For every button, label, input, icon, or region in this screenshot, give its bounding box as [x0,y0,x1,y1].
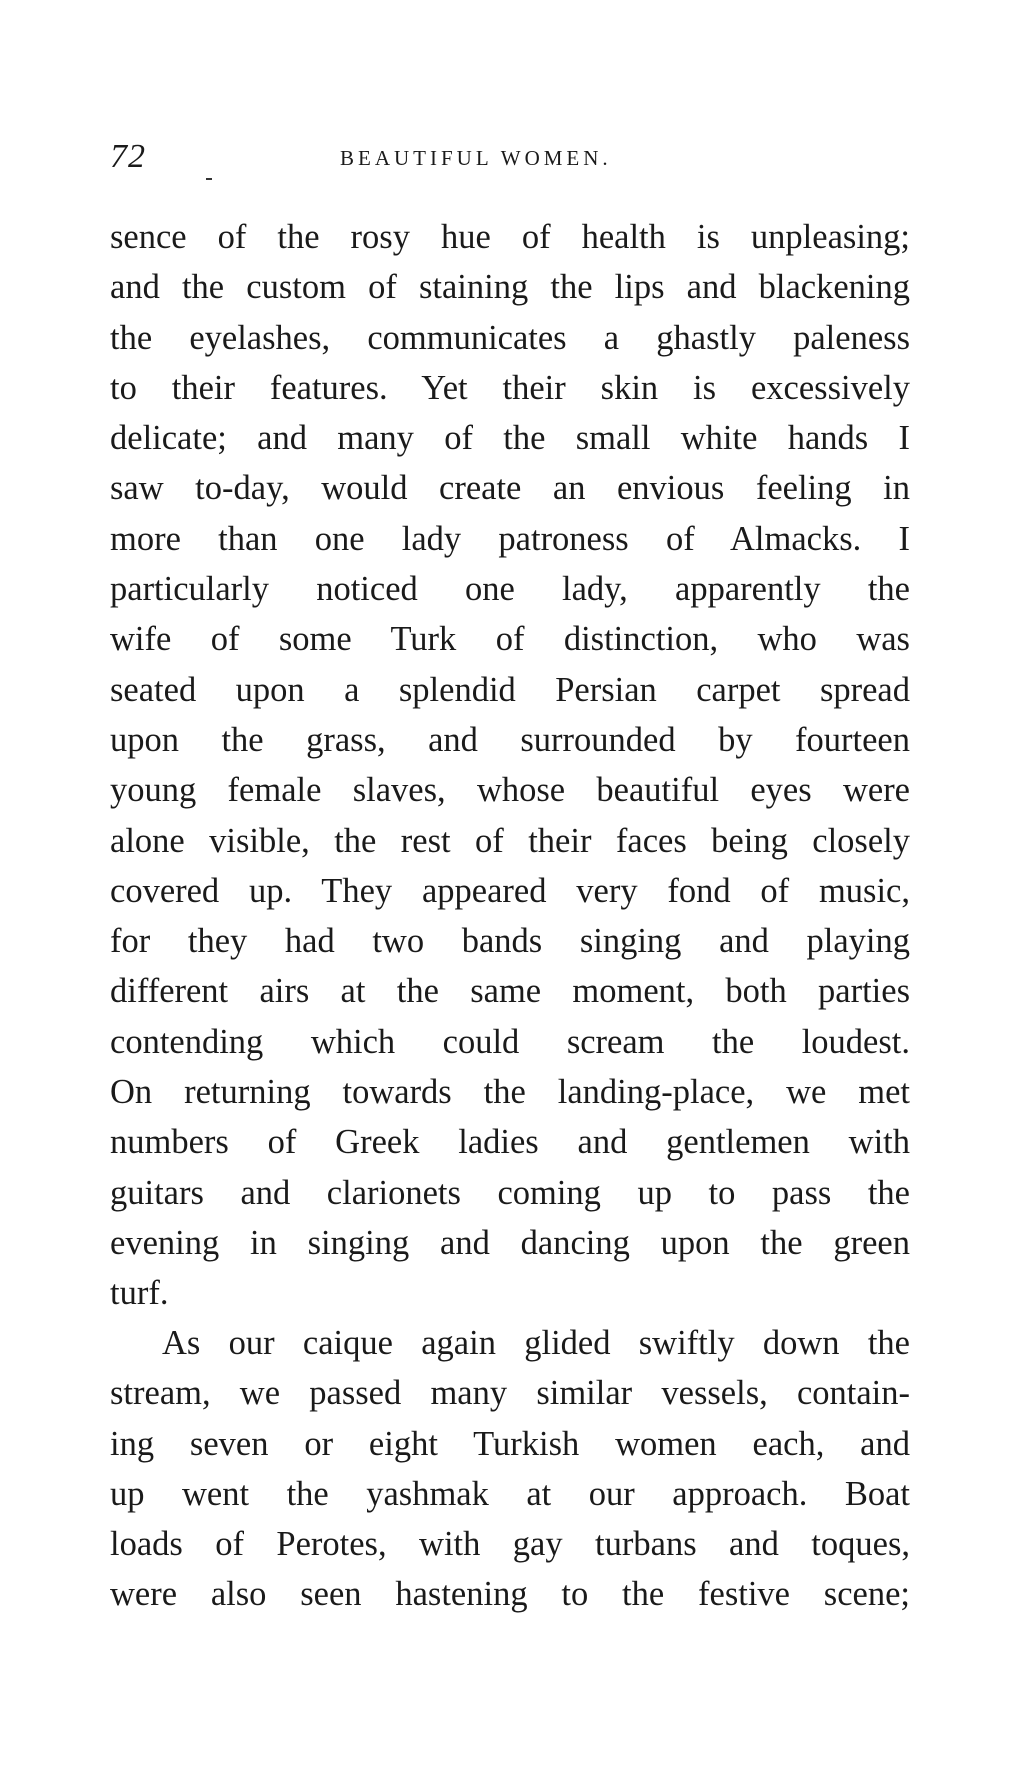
text-line: and the custom of staining the lips and blackening [110,268,910,307]
text-line: turf. [110,1274,169,1313]
text-line: ing seven or eight Turkish women each, and [110,1424,910,1463]
text-line: delicate; and many of the small white hands I [110,419,910,458]
text-line: sence of the rosy hue of health is unpleasing; [110,218,910,256]
paragraph-1 [110,212,910,1319]
text-line: more than one lady patroness of Almacks. I [110,519,910,558]
page-number: 72 [110,138,146,175]
text-line: different airs at the same moment, both parties [110,972,910,1011]
text-line: for they had two bands singing and playing [110,922,910,961]
text-line: the eyelashes, communicates a ghastly paleness [110,318,910,357]
text-line: evening in singing and dancing upon the green [110,1223,910,1262]
text-line: were also seen hastening to the festive scene; [110,1575,910,1614]
text-line: saw to-day, would create an envious feeling in [110,469,910,508]
page-header [110,138,910,188]
text-line: seated upon a splendid Persian carpet spread [110,670,910,709]
text-line: particularly noticed one lady, apparently the [110,570,910,609]
text-line: As our caique again glided swiftly down the [162,1324,910,1362]
text-line: loads of Perotes, with gay turbans and toques, [110,1525,910,1564]
text-line: up went the yashmak at our approach. Boat [110,1474,910,1513]
paragraph-2 [110,1318,910,1620]
text-line: young female slaves, whose beautiful eyes were [110,771,910,810]
running-title: BEAUTIFUL WOMEN. [340,146,612,170]
text-line: upon the grass, and surrounded by fourteen [110,720,910,759]
text-line: wife of some Turk of distinction, who was [110,620,910,659]
text-line: alone visible, the rest of their faces being closely [110,821,910,860]
text-line: to their features. Yet their skin is excessively [110,368,910,407]
print-mark [206,178,212,180]
text-line: guitars and clarionets coming up to pass the [110,1173,910,1212]
text-line: numbers of Greek ladies and gentlemen with [110,1123,910,1162]
text-line: contending which could scream the loudest. [110,1022,910,1061]
text-line: stream, we passed many similar vessels, contain- [110,1374,910,1413]
text-line: On returning towards the landing-place, we met [110,1073,910,1112]
text-line: covered up. They appeared very fond of music, [110,871,910,910]
